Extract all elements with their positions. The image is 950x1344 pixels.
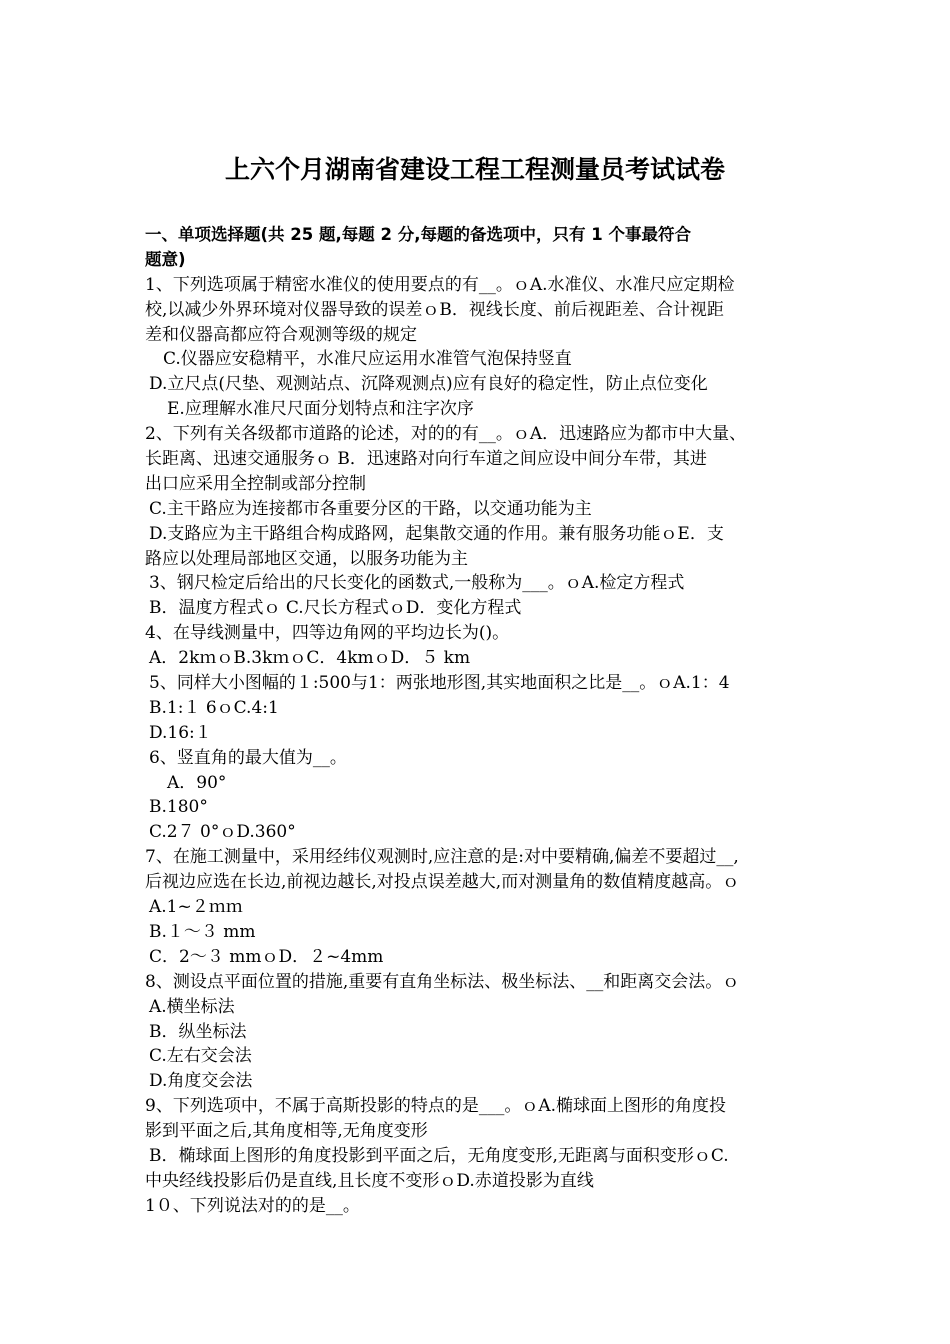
- question-1-option-e: E.应理解水准尺尺面分划特点和注字次序: [167, 399, 474, 420]
- question-7-option-a: A.1~２ｍｍ: [149, 897, 243, 918]
- question-2-line-1: 2、下列有关各级都市道路的论述，对的的有__。ｏA．迅速路应为都市中大量、: [145, 424, 747, 445]
- question-2-option-c: C.主干路应为连接都市各重要分区的干路，以交通功能为主: [149, 498, 592, 519]
- question-5-option-b: B.1:１ 6ｏC.4:1: [149, 697, 279, 718]
- question-7-line-1: 7、在施工测量中，采用经纬仪观测时,应注意的是:对中要精确,偏差不要超过__,: [145, 847, 739, 868]
- question-7-line-2: 后视边应选在长边,前视边越长,对投点误差越大,而对测量角的数值精度越高。ｏ: [145, 872, 740, 893]
- question-8-option-a: A.横坐标法: [149, 996, 235, 1017]
- question-1-line-2: 校,以减少外界环境对仪器导致的误差ｏB．视线长度、前后视距差、合计视距: [145, 299, 724, 320]
- question-1-line-3: 差和仪器高都应符合观测等级的规定: [145, 324, 417, 345]
- question-6-option-b: B.180°: [149, 797, 208, 818]
- question-1-option-c: C.仪器应安稳精平，水准尺应运用水准管气泡保持竖直: [163, 349, 572, 370]
- question-3-line-1: 3、钢尺检定后给出的尺长变化的函数式,一般称为___。ｏA.检定方程式: [149, 573, 685, 594]
- question-6-option-a: A．90°: [167, 772, 227, 793]
- question-5-line-1: 5、同样大小图幅的１:500与1：两张地形图,其实地面积之比是__。ｏA.1：4: [149, 673, 730, 694]
- question-1-option-d: D.立尺点(尺垫、观测站点、沉降观测点)应有良好的稳定性，防止点位变化: [149, 374, 708, 395]
- question-9-line-1: 9、下列选项中，不属于高斯投影的特点的是___。ｏA.椭球面上图形的角度投: [145, 1096, 726, 1117]
- question-1-line-1: 1、下列选项属于精密水准仪的使用要点的有__。ｏA.水准仪、水准尺应定期检: [145, 274, 735, 295]
- question-6-line-1: 6、竖直角的最大值为__。: [149, 747, 347, 768]
- question-8-option-c: C.左右交会法: [149, 1046, 252, 1067]
- question-4-options: A．2kｍｏB.3kｍｏC．4kmｏD．５ km: [149, 648, 471, 669]
- question-6-option-c: C.2７ 0°ｏD.360°: [149, 822, 296, 843]
- question-4-line-1: 4、在导线测量中，四等边角网的平均边长为()。: [145, 623, 510, 644]
- question-2-option-d: D.支路应为主干路组合构成路网，起集散交通的作用。兼有服务功能ｏE．支: [149, 523, 724, 544]
- question-3-options: B．温度方程式ｏ C.尺长方程式ｏD．变化方程式: [149, 598, 522, 619]
- question-10-line-1: 1０、下列说法对的的是__。: [145, 1195, 360, 1216]
- section-heading: 一、单项选择题(共 25 题,每题 2 分,每题的备选项中，只有 1 个事最符合: [145, 225, 691, 244]
- question-5-option-d: D.16:１: [149, 722, 212, 743]
- question-8-option-b: B．纵坐标法: [149, 1021, 247, 1042]
- question-8-line-1: 8、测设点平面位置的措施,重要有直角坐标法、极坐标法、__和距离交会法。ｏ: [145, 971, 740, 992]
- question-9-line-2: 影到平面之后,其角度相等,无角度变形: [145, 1121, 428, 1142]
- question-9-line-4: 中央经线投影后仍是直线,且长度不变形ｏD.赤道投影为直线: [145, 1170, 594, 1191]
- question-2-line-3: 出口应采用全控制或部分控制: [145, 473, 366, 494]
- section-heading-continued: 题意): [145, 249, 186, 269]
- document-body: [145, 223, 817, 1219]
- question-9-option-b: B．椭球面上图形的角度投影到平面之后，无角度变形,无距离与面积变形ｏC.: [149, 1145, 729, 1166]
- question-2-line-2: 长距离、迅速交通服务ｏ B．迅速路对向行车道之间应设中间分车带，其进: [145, 449, 707, 470]
- document-title: 上六个月湖南省建设工程工程测量员考试试卷: [224, 155, 725, 184]
- question-8-option-d: D.角度交会法: [149, 1071, 253, 1092]
- question-2-line-6: 路应以处理局部地区交通，以服务功能为主: [145, 548, 468, 569]
- question-7-option-b: B.１～３ mm: [149, 921, 256, 942]
- question-7-option-c: C．2～３ mmｏD．２~4mm: [149, 946, 384, 967]
